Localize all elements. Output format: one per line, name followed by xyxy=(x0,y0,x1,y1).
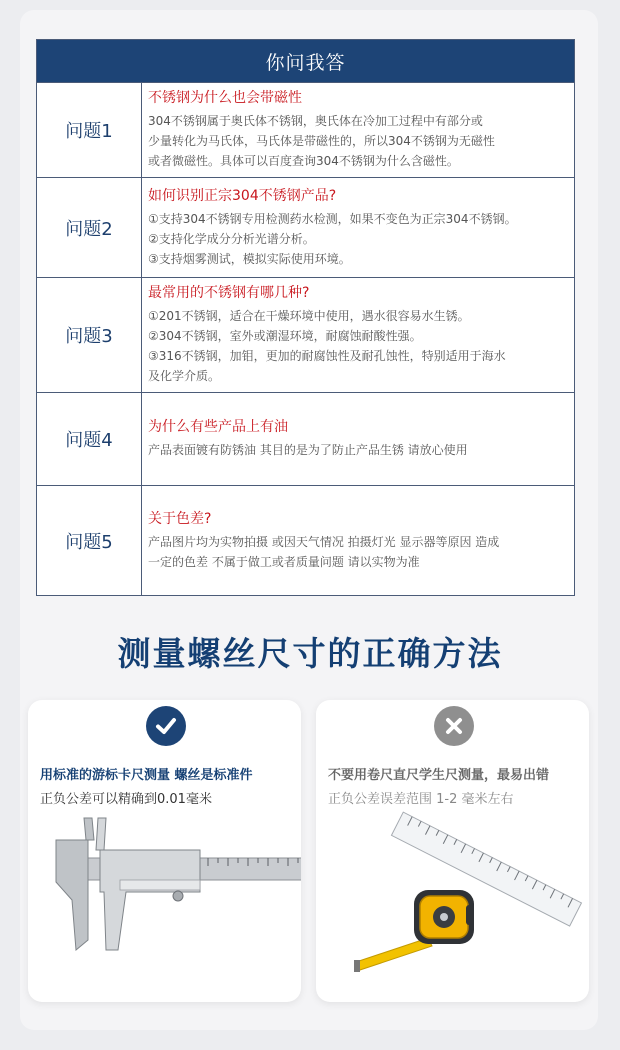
faq-answer-title: 为什么有些产品上有油 xyxy=(148,419,288,435)
faq-answer-line: ③316不锈钢，加钼，更加的耐腐蚀性及耐孔蚀性，特别适用于海水 xyxy=(148,349,506,363)
faq-answer-line: 产品表面镀有防锈油 其目的是为了防止产品生锈 请放心使用 xyxy=(148,443,468,457)
faq-answer-line: 及化学介质。 xyxy=(148,369,221,383)
faq-answer-line: ①201不锈钢，适合在干燥环境中使用，遇水很容易水生锈。 xyxy=(148,309,470,323)
faq-row xyxy=(37,278,575,393)
faq-answer-title: 关于色差? xyxy=(148,510,212,527)
faq-answer-line: 一定的色差 不属于做工或者质量问题 请以实物为准 xyxy=(148,554,420,569)
faq-answer xyxy=(142,83,575,178)
faq-question-label: 问题5 xyxy=(37,486,142,596)
wrong-method-card xyxy=(316,700,589,1002)
faq-answer-line: 或者微磁性。具体可以百度查询304不锈钢为什么含磁性。 xyxy=(148,154,459,168)
faq-question-label: 问题1 xyxy=(37,83,142,178)
faq-answer-line: 产品图片均为实物拍摄 或因天气情况 拍摄灯光 显示器等原因 造成 xyxy=(148,534,500,549)
faq-row xyxy=(37,393,575,486)
faq-answer-title: 不锈钢为什么也会带磁性 xyxy=(148,90,302,106)
faq-answer xyxy=(142,178,575,278)
correct-method-title: 用标准的游标卡尺测量 螺丝是标准件 xyxy=(40,768,253,783)
wrong-method-subtitle: 正负公差误差范围 1-2 毫米左右 xyxy=(328,792,514,807)
faq-answer-line: ②支持化学成分分析光谱分析。 xyxy=(148,231,315,246)
wrong-method-title: 不要用卷尺直尺学生尺测量，最易出错 xyxy=(328,768,550,783)
faq-answer-line: ②304不锈钢，室外或潮湿环境，耐腐蚀耐酸性强。 xyxy=(148,329,422,343)
measure-title: 测量螺丝尺寸的正确方法 xyxy=(117,634,503,673)
faq-answer-title: 如何识别正宗304不锈钢产品? xyxy=(148,187,337,204)
faq-row xyxy=(37,178,575,278)
correct-method-subtitle: 正负公差可以精确到0.01毫米 xyxy=(40,792,212,807)
faq-question-label: 问题3 xyxy=(37,278,142,393)
faq-answer-line: ③支持烟雾测试，模拟实际使用环境。 xyxy=(148,251,351,266)
faq-header: 你问我答 xyxy=(37,40,575,83)
faq-answer-line: 304不锈钢属于奥氏体不锈钢，奥氏体在冷加工过程中有部分或 xyxy=(148,114,483,128)
faq-question-label: 问题4 xyxy=(37,393,142,486)
faq-answer-line: ①支持304不锈钢专用检测药水检测，如果不变色为正宗304不锈钢。 xyxy=(148,211,517,226)
faq-answer xyxy=(142,486,575,596)
faq-question-label: 问题2 xyxy=(37,178,142,278)
faq-answer xyxy=(142,278,575,393)
check-icon xyxy=(146,706,186,746)
faq-table xyxy=(36,39,575,596)
faq-answer xyxy=(142,393,575,486)
faq-answer-line: 少量转化为马氏体，马氏体是带磁性的，所以304不锈钢为无磁性 xyxy=(148,134,495,148)
x-icon xyxy=(434,706,474,746)
faq-row xyxy=(37,486,575,596)
faq-row xyxy=(37,83,575,178)
faq-answer-title: 最常用的不锈钢有哪几种? xyxy=(148,285,310,301)
correct-method-card xyxy=(28,700,301,1002)
